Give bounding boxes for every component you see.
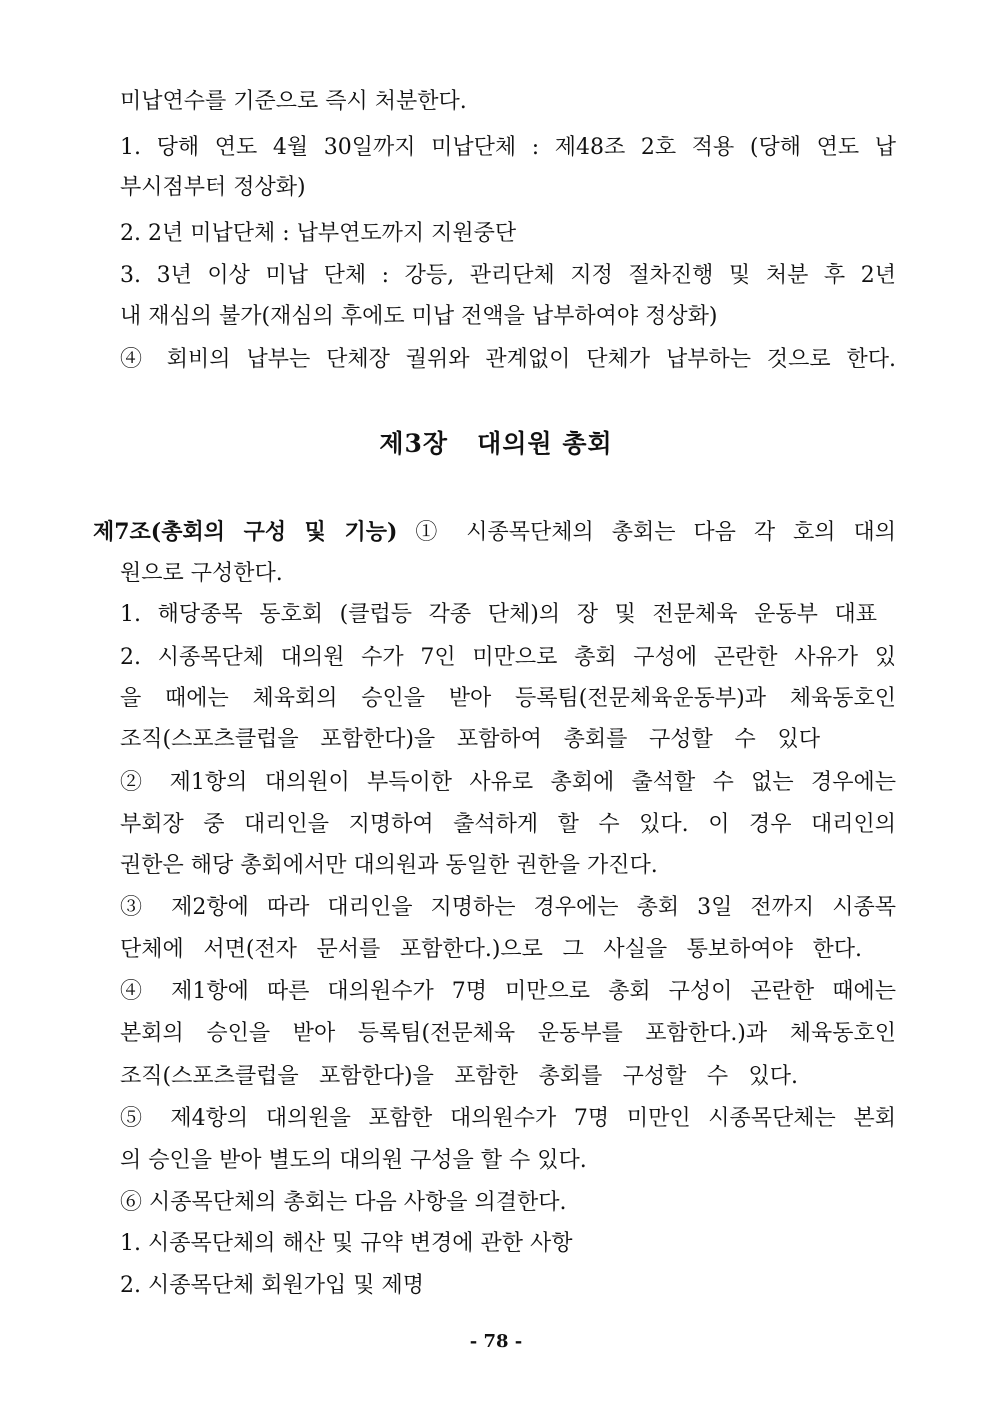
- text-line: 조직(스포츠클럽을 포함한다)을 포함한 총회를 구성할 수 있다.: [120, 1064, 798, 1089]
- text-line: 미납연수를 기준으로 즉시 처분한다.: [120, 89, 467, 114]
- text-line: 1. 해당종목 동호회 (클럽등 각종 단체)의 장 및 전문체육 운동부 대표: [120, 602, 877, 627]
- text-line: ⑥ 시종목단체의 총회는 다음 사항을 의결한다.: [120, 1190, 567, 1215]
- text-line: 2. 2년 미납단체 : 납부연도까지 지원중단: [120, 221, 517, 246]
- article-first-line: [93, 517, 896, 548]
- text-line: 3. 3년 이상 미납 단체 : 강등, 관리단체 지정 절차진행 및 처분 후 2년: [120, 263, 896, 288]
- text-line: 조직(스포츠클럽을 포함한다)을 포함하여 총회를 구성할 수 있다: [120, 727, 820, 752]
- text-line: 부시점부터 정상화): [120, 175, 306, 200]
- text-line: 2. 시종목단체 대의원 수가 7인 미만으로 총회 구성에 곤란한 사유가 있: [120, 645, 896, 670]
- article-text: ① 시종목단체의 총회는 다음 각 호의 대의: [415, 520, 897, 545]
- text-line: 권한은 해당 총회에서만 대의원과 동일한 권한을 가진다.: [120, 853, 658, 878]
- text-line: 1. 시종목단체의 해산 및 규약 변경에 관한 사항: [120, 1231, 573, 1256]
- text-line: 내 재심의 불가(재심의 후에도 미납 전액을 납부하여야 정상화): [120, 304, 718, 329]
- article-heading: 제7조(총회의 구성 및 기능): [93, 519, 398, 545]
- chapter-title: 대의원 총회: [477, 429, 613, 458]
- page-number: - 78 -: [469, 1331, 523, 1352]
- text-line: 1. 당해 연도 4월 30일까지 미납단체 : 제48조 2호 적용 (당해 연도 납: [120, 135, 896, 160]
- text-line: ⑤ 제4항의 대의원을 포함한 대의원수가 7명 미만인 시종목단체는 본회: [120, 1106, 896, 1131]
- text-line: 을 때에는 체육회의 승인을 받아 등록팀(전문체육운동부)과 체육동호인: [120, 686, 896, 711]
- text-line: ④ 회비의 납부는 단체장 궐위와 관계없이 단체가 납부하는 것으로 한다.: [120, 347, 896, 372]
- chapter-heading: [0, 428, 992, 460]
- text-line: 부회장 중 대리인을 지명하여 출석하게 할 수 있다. 이 경우 대리인의: [120, 812, 896, 837]
- text-line: ④ 제1항에 따른 대의원수가 7명 미만으로 총회 구성이 곤란한 때에는: [120, 979, 896, 1004]
- text-line: 의 승인을 받아 별도의 대의원 구성을 할 수 있다.: [120, 1148, 587, 1173]
- text-line: 원으로 구성한다.: [120, 561, 283, 586]
- text-line: ③ 제2항에 따라 대리인을 지명하는 경우에는 총회 3일 전까지 시종목: [120, 895, 896, 920]
- chapter-number: 제3장: [379, 429, 449, 458]
- text-line: 단체에 서면(전자 문서를 포함한다.)으로 그 사실을 통보하여야 한다.: [120, 937, 862, 962]
- text-line: 2. 시종목단체 회원가입 및 제명: [120, 1273, 424, 1298]
- text-line: ② 제1항의 대의원이 부득이한 사유로 총회에 출석할 수 없는 경우에는: [120, 770, 896, 795]
- text-line: 본회의 승인을 받아 등록팀(전문체육 운동부를 포함한다.)과 체육동호인: [120, 1021, 896, 1046]
